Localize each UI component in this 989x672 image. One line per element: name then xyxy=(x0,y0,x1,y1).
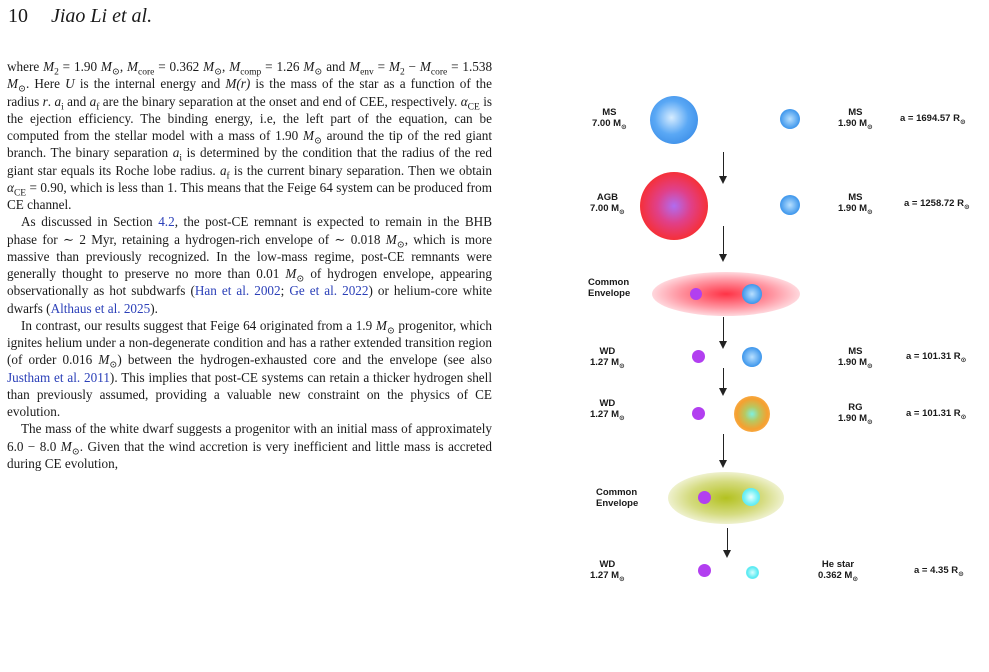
body-text-column xyxy=(7,58,492,472)
stage6-label: Common Envelope xyxy=(596,487,639,509)
agb-star xyxy=(640,172,708,240)
wd-star xyxy=(698,564,711,577)
stage2-right-label: MS 1.90 $M_⊙$ xyxy=(838,192,873,216)
common-envelope-green xyxy=(668,472,784,524)
stage4-right-label: MS 1.90 $M_⊙$ xyxy=(838,346,873,370)
paragraph-1: where $M_2 = 1.90$ $M_⊙$, $M_{core} = 0.362$ $M_⊙$, $M_{comp} = 1.26$ $M_⊙$ and $M_{env} = M_2 - M_{core} = 1.538$ $M_⊙$. Here U is the internal energy and M(r) is the mass of the star as a function of the radius r. $a_i$ and $a_f$ are the binary separation at the onset and end of CEE, respectively. $\alpha_{CE}$ is the ejection efficiency. The binding energy, i.e, the left part of the equation, can be computed from the stellar model with a mass of 1.90 $M_⊙$ around the tip of the red giant branch. The binary separation $a_i$ is determined by the condition that the radius of the red giant star equals its Roche lobe radius. $a_f$ is the current binary separation. Then we obtain $\alpha_{CE} = 0.90$, which is less than 1. This means that the Feige 64 system can be produced from CE channel. xyxy=(7,59,493,212)
citation-link[interactable]: Althaus et al. 2025 xyxy=(50,300,151,316)
page-header xyxy=(8,5,152,28)
stage5-right-label: RG 1.90 $M_⊙$ xyxy=(838,402,873,426)
stage3-label: Common Envelope xyxy=(588,277,631,299)
evolution-arrow xyxy=(723,317,724,347)
common-envelope-red xyxy=(652,272,800,316)
ms-star-small xyxy=(780,109,800,129)
stage7-right-label: He star 0.362 $M_⊙$ xyxy=(818,559,859,583)
paragraph-4: The mass of the white dwarf suggests a progenitor with an initial mass of approximately 6.0 − 8.0 $M_⊙$. Given that the wind accretion is very inefficient and little mass is accreted during CE evolution, xyxy=(7,421,492,471)
wd-star xyxy=(698,491,711,504)
citation-link[interactable]: Justham et al. 2011 xyxy=(7,369,110,385)
stage2-left-label: AGB 7.00 $M_⊙$ xyxy=(590,192,625,216)
rg-star xyxy=(734,396,770,432)
evolution-arrow xyxy=(723,368,724,394)
wd-star xyxy=(692,407,705,420)
stage5-separation: a = 101.31 $R_⊙$ xyxy=(906,408,967,421)
ms-star-small xyxy=(780,195,800,215)
stage4-left-label: WD 1.27 $M_⊙$ xyxy=(590,346,625,370)
evolution-arrow xyxy=(723,226,724,260)
citation-link[interactable]: Ge et al. 2022 xyxy=(289,283,369,299)
ms-star-small xyxy=(742,284,762,304)
stage4-separation: a = 101.31 $R_⊙$ xyxy=(906,351,967,364)
he-star xyxy=(742,488,760,506)
stage1-left-label: MS 7.00 $M_⊙$ xyxy=(592,107,627,131)
wd-star xyxy=(692,350,705,363)
paragraph-2: As discussed in Section 4.2, the post-CE remnant is expected to remain in the BHB phase for ∼ 2 Myr, retaining a hydrogen-rich envelope of ∼ 0.018 $M_⊙$, which is more massive than previously recognized. In the low-mass regime, post-CE remnants were generally thought to preserve no more than 0.01 $M_⊙$ of hydrogen envelope, appearing observationally as hot subdwarfs (Han et al. 2002; Ge et al. 2022) or helium-core white dwarfs (Althaus et al. 2025). xyxy=(7,214,492,316)
stage7-left-label: WD 1.27 $M_⊙$ xyxy=(590,559,625,583)
ms-star-large xyxy=(650,96,698,144)
stage1-separation: a = 1694.57 $R_⊙$ xyxy=(900,113,966,126)
paragraph-3: In contrast, our results suggest that Feige 64 originated from a 1.9 $M_⊙$ progenitor, which ignites helium under a non-degenerate condition and has a rather extended transition region (of order 0.016 $M_⊙$) between the hydrogen-exhausted core and the envelope (see also Justham et al. 2011). This implies that post-CE systems can retain a thicker hydrogen shell than previously assumed, providing a valuable new constraint on the physics of CE evolution. xyxy=(7,317,492,419)
page-number: 10 xyxy=(8,5,28,27)
citation-link[interactable]: Han et al. 2002 xyxy=(194,283,281,299)
wd-star xyxy=(690,288,702,300)
evolution-arrow xyxy=(727,528,728,556)
he-star xyxy=(746,566,759,579)
evolution-diagram xyxy=(560,90,989,610)
running-authors: Jiao Li et al. xyxy=(51,5,153,27)
evolution-arrow xyxy=(723,152,724,182)
stage2-separation: a = 1258.72 $R_⊙$ xyxy=(904,198,970,211)
stage5-left-label: WD 1.27 $M_⊙$ xyxy=(590,398,625,422)
stage7-separation: a = 4.35 $R_⊙$ xyxy=(914,565,964,578)
ms-star-small xyxy=(742,347,762,367)
evolution-arrow xyxy=(723,434,724,466)
section-link[interactable]: 4.2 xyxy=(158,214,175,230)
stage1-right-label: MS 1.90 $M_⊙$ xyxy=(838,107,873,131)
